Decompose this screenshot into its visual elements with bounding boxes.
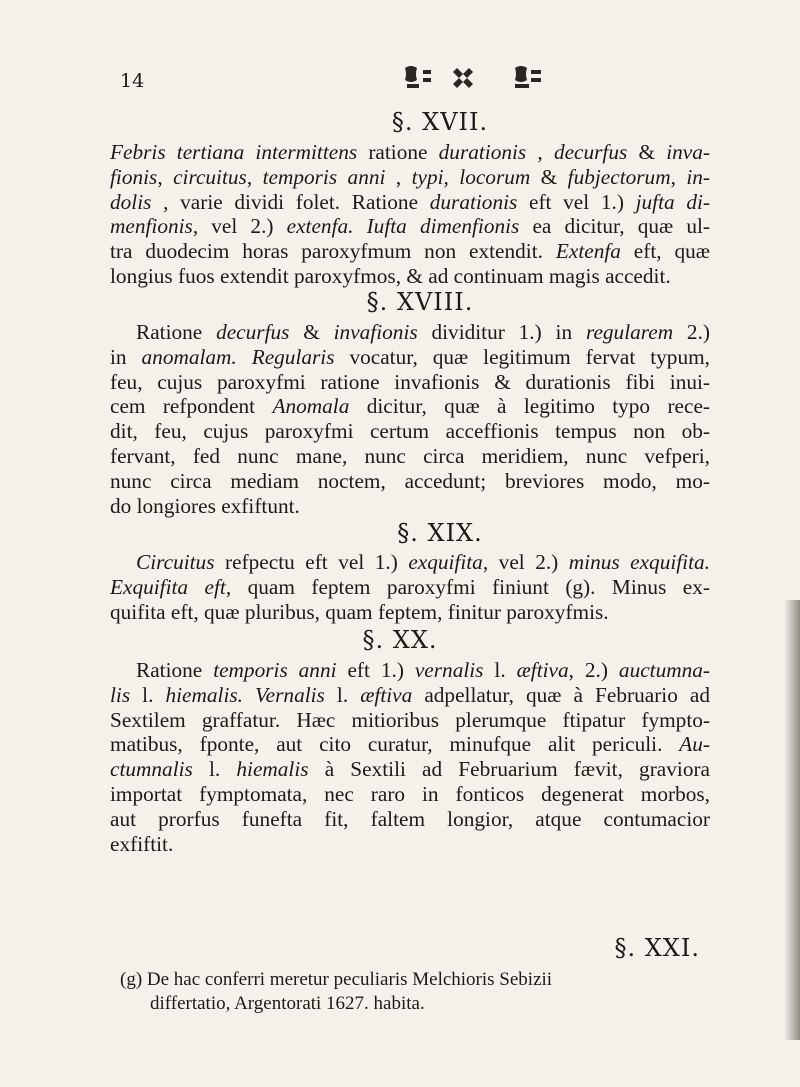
- text-line: ctumnalis l. hiemalis à Sextili ad Februarium fævit, graviora: [110, 757, 711, 782]
- text-line: Circuitus refpectu eft vel 1.) exquifita, vel 2.) minus exquifita.: [136, 550, 710, 574]
- footnote-line-1: (g) De hac conferri meretur peculiaris Melchioris Sebizii: [120, 969, 553, 990]
- text-line: tra duodecim horas paroxyfmum non extendit. Extenfa eft, quæ: [110, 239, 710, 264]
- text-line: menfionis, vel 2.) extenfa. Iufta dimenfionis ea dicitur, quæ ul-: [110, 214, 710, 239]
- text-line: Febris tertiana intermittens ratione durationis , decurfus & inva-: [110, 140, 710, 164]
- text-line: exfiftit.: [110, 831, 174, 856]
- text-line: dolis , varie dividi folet. Ratione durationis eft vel 1.) jufta di-: [110, 189, 711, 214]
- text-line: aut prorfus funefta fit, faltem longior, atque contumacior: [110, 806, 710, 831]
- page-edge-shadow: [784, 600, 800, 1040]
- text-line: Ratione temporis anni eft 1.) vernalis l. æftiva, 2.) auctumna-: [136, 658, 711, 682]
- text-line: matibus, fponte, aut cito curatur, minufque alit periculi. Au-: [110, 732, 710, 757]
- text-line: nunc circa mediam noctem, accedunt; breviores modo, mo-: [110, 468, 710, 493]
- footnote-line-2: differtatio, Argentorati 1627. habita.: [150, 993, 425, 1014]
- section-heading-xix: §. XIX.: [397, 519, 483, 547]
- section-heading-xvii: §. XVII.: [391, 108, 489, 136]
- section-xvii-text: [110, 140, 710, 289]
- text-line: dit, feu, cujus paroxyfmi certum acceffionis tempus non ob-: [110, 419, 710, 444]
- printer-ornament-icon: [395, 62, 555, 94]
- text-line: Ratione decurfus & invafionis dividitur 1.) in regularem 2.): [136, 320, 711, 344]
- text-line: Sextilem graffatur. Hæc mitioribus plerumque ftipatur fympto-: [110, 707, 710, 732]
- section-xx-text: [110, 658, 710, 856]
- text-line: lis l. hiemalis. Vernalis l. æftiva adpellatur, quæ à Februario ad: [110, 682, 711, 707]
- text-line: importat fymptomata, nec raro in fonticos degenerat morbos,: [110, 781, 710, 806]
- section-xviii-text: [110, 320, 710, 518]
- text-line: feu, cujus paroxyfmi ratione invafionis & durationis fibi inui-: [110, 369, 710, 394]
- text-line: longius fuos extendit paroxyfmos, & ad continuam magis accedit.: [110, 263, 671, 288]
- text-line: in anomalam. Regularis vocatur, quæ legitimum fervat typum,: [110, 344, 710, 369]
- text-line: Exquifita eft, quam feptem paroxyfmi finiunt (g). Minus ex-: [110, 574, 710, 599]
- footnote: [120, 968, 700, 1016]
- section-heading-xviii: §. XVIII.: [366, 288, 474, 316]
- section-heading-xx: §. XX.: [362, 626, 438, 654]
- text-line: cem refpondent Anomala dicitur, quæ à legitimo typo rece-: [110, 394, 710, 419]
- text-line: fervant, fed nunc mane, nunc circa meridiem, nunc vefperi,: [110, 443, 710, 468]
- section-heading-xxi: §. XXI.: [614, 934, 700, 962]
- text-line: do longiores exfiftunt.: [110, 493, 300, 518]
- text-line: fionis, circuitus, temporis anni , typi, locorum & fubjectorum, in-: [110, 164, 711, 189]
- text-line: quifita eft, quæ pluribus, quam feptem, finitur paroxyfmis.: [110, 599, 609, 624]
- section-xix-text: [110, 550, 710, 624]
- page-number: 14: [120, 70, 145, 92]
